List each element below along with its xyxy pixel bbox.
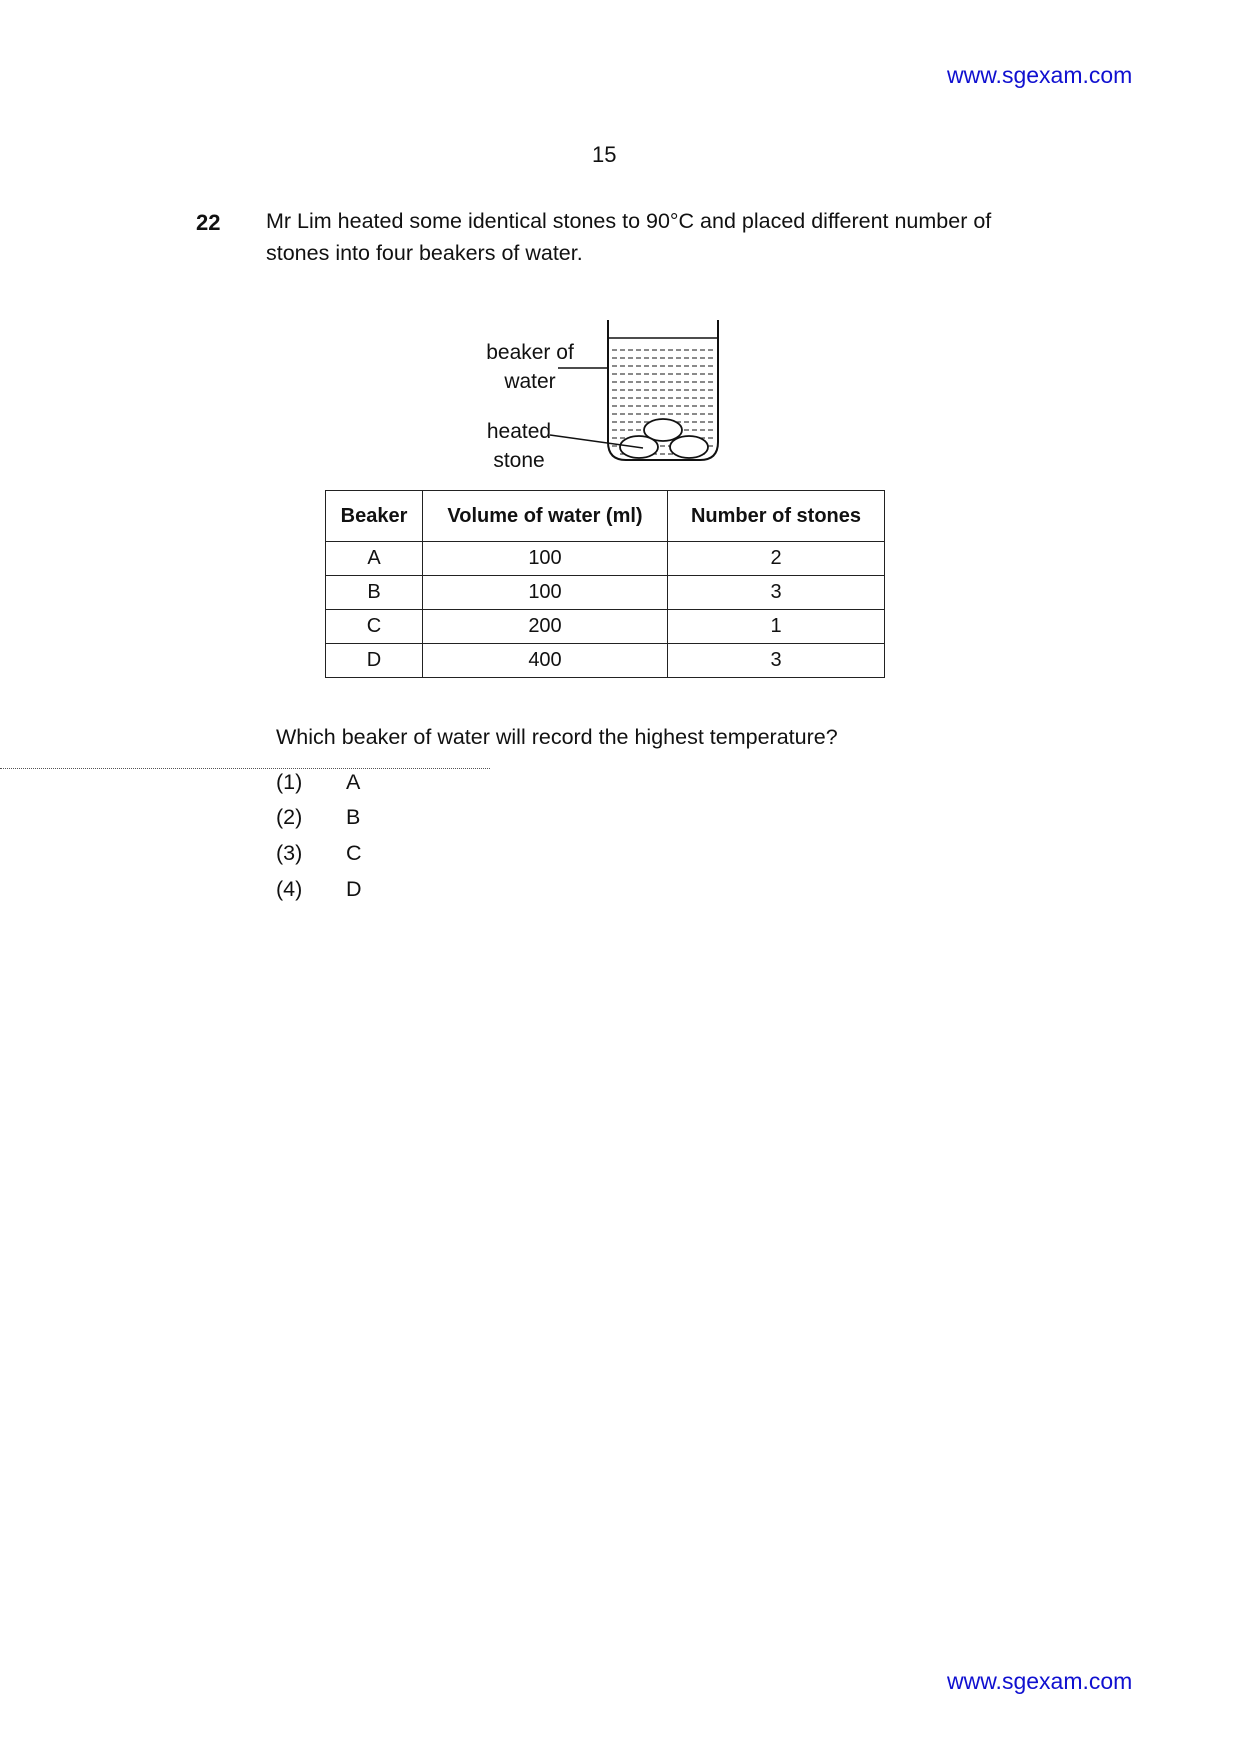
stone-label	[454, 417, 584, 475]
cell-stones: 2	[668, 542, 885, 576]
header-volume: Volume of water (ml)	[423, 491, 668, 542]
cell-beaker: C	[326, 610, 423, 644]
cell-stones: 3	[668, 644, 885, 678]
option-2[interactable]	[276, 805, 360, 830]
option-text: C	[346, 841, 362, 865]
cell-beaker: A	[326, 542, 423, 576]
question-prompt: Which beaker of water will record the highest temperature?	[276, 725, 838, 749]
site-link-top[interactable]: www.sgexam.com	[947, 62, 1133, 88]
cell-stones: 1	[668, 610, 885, 644]
option-1[interactable]	[276, 770, 360, 795]
table-header-row	[326, 491, 885, 542]
scan-artifact-line	[0, 768, 490, 769]
beaker-label-line2: water	[504, 370, 556, 393]
table-row	[326, 576, 885, 610]
page-number: 15	[592, 142, 617, 167]
beaker-label	[460, 338, 600, 396]
option-text: D	[346, 877, 362, 901]
option-number: (4)	[276, 877, 303, 901]
beaker-diagram	[440, 318, 760, 478]
option-text: A	[346, 770, 361, 794]
stone-label-line1: heated	[486, 420, 552, 443]
question-stem: Mr Lim heated some identical stones to 90°C and placed different number of stones into four beakers of water.	[266, 209, 992, 265]
beaker-data-table	[325, 490, 885, 678]
table-row	[326, 644, 885, 678]
cell-beaker: B	[326, 576, 423, 610]
cell-volume: 100	[423, 576, 668, 610]
beaker-label-line1: beaker of	[486, 341, 574, 364]
cell-stones: 3	[668, 576, 885, 610]
header-beaker: Beaker	[326, 491, 423, 542]
option-text: B	[346, 805, 361, 829]
cell-volume: 100	[423, 542, 668, 576]
table-row	[326, 542, 885, 576]
table-row	[326, 610, 885, 644]
cell-volume: 200	[423, 610, 668, 644]
option-3[interactable]	[276, 841, 362, 866]
option-4[interactable]	[276, 877, 362, 902]
option-number: (2)	[276, 805, 303, 829]
option-number: (3)	[276, 841, 303, 865]
option-number: (1)	[276, 770, 303, 794]
cell-beaker: D	[326, 644, 423, 678]
site-link-bottom[interactable]: www.sgexam.com	[947, 1668, 1133, 1694]
cell-volume: 400	[423, 644, 668, 678]
question-number: 22	[196, 210, 221, 235]
stone-label-line2: stone	[493, 449, 545, 472]
header-stones: Number of stones	[668, 491, 885, 542]
